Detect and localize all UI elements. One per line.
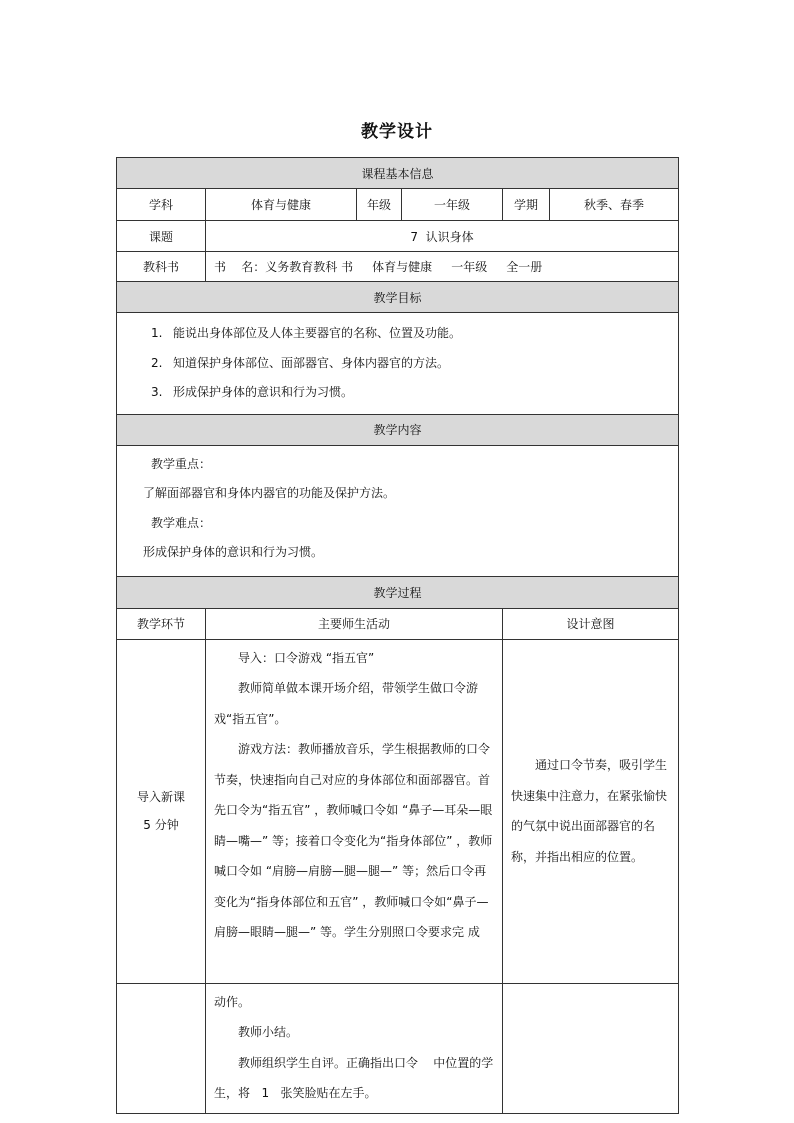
lesson-plan-table	[116, 157, 679, 1114]
topic-row	[117, 221, 679, 252]
stage-time: 5 分钟	[143, 818, 179, 832]
key-points-label: 教学重点：	[151, 456, 212, 471]
process-section-title: 教学过程	[117, 576, 679, 608]
objectives-list	[117, 313, 679, 415]
stage-cell	[117, 639, 206, 983]
textbook-row	[117, 252, 679, 282]
content-body	[117, 445, 679, 576]
subject-value: 体育与健康	[206, 189, 357, 221]
key-points-text: 了解面部器官和身体内器官的功能及保护方法。	[143, 486, 396, 500]
col-intent-header: 设计意图	[503, 608, 679, 639]
textbook-value: 书 名：义务教育教科 书 体育与健康 一年级 全一册	[206, 252, 679, 282]
stage-name: 导入新课	[136, 790, 185, 804]
process-row	[117, 983, 679, 1113]
content-section-title: 教学内容	[117, 414, 679, 445]
difficulty-label: 教学难点：	[151, 515, 212, 530]
activity-paragraph: 导入：口令游戏 “指五官”	[238, 650, 375, 665]
document-title: 教学设计	[361, 122, 433, 142]
activity-cell	[206, 639, 503, 983]
intent-cell	[503, 983, 679, 1113]
activity-paragraph: 游戏方法：教师播放音乐，学生根据教师的口令节奏，快速指向自己对应的身体部位和面部器官。首先口令为“指五官” ，教师喊口令如 “鼻子—耳朵—眼睛—嘴—” 等；接着口令变化为“指身体部位” ，教师喊口令如 “肩膀—肩膀—腿—腿—” 等；然后口令再变化为“指身体部位和五官” ，教师喊口令如“鼻子—肩膀—眼睛—腿—” 等。学生分别照口令要求完 成	[214, 742, 493, 939]
process-columns-row	[117, 608, 679, 639]
subject-row	[117, 189, 679, 221]
grade-label: 年级	[357, 189, 402, 221]
subject-label: 学科	[117, 189, 206, 221]
content-header-row	[117, 414, 679, 445]
term-value: 秋季、春季	[550, 189, 679, 221]
col-activity-header: 主要师生活动	[206, 608, 503, 639]
objectives-row	[117, 313, 679, 415]
topic-value: 7 认识身体	[206, 221, 679, 252]
activity-cell	[206, 983, 503, 1113]
stage-cell	[117, 983, 206, 1113]
objective-item: 1. 能说出身体部位及人体主要器官的名称、位置及功能。	[151, 326, 462, 340]
term-label: 学期	[503, 189, 550, 221]
activity-paragraph: 教师组织学生自评。正确指出口令 中位置的学生，将 1 张笑脸贴在左手。	[214, 1055, 494, 1100]
content-row	[117, 445, 679, 576]
activity-paragraph: 教师简单做本课开场介绍，带领学生做口令游戏“指五官”。	[214, 681, 479, 726]
intent-text: 通过口令节奏，吸引学生快速集中注意力，在紧张愉快的气氛中说出面部器官的名称，并指出相应的位置。	[511, 758, 668, 864]
activity-paragraph: 教师小结。	[238, 1025, 299, 1039]
col-stage-header: 教学环节	[117, 608, 206, 639]
difficulty-text: 形成保护身体的意识和行为习惯。	[143, 545, 324, 559]
objective-item: 2. 知道保护身体部位、面部器官、身体内器官的方法。	[151, 355, 450, 370]
objective-item: 3. 形成保护身体的意识和行为习惯。	[151, 385, 354, 399]
objectives-section-title: 教学目标	[117, 282, 679, 313]
process-row	[117, 639, 679, 983]
objectives-header-row	[117, 282, 679, 313]
basic-info-section-title: 课程基本信息	[117, 158, 679, 189]
activity-paragraph: 动作。	[214, 994, 251, 1009]
grade-value: 一年级	[402, 189, 503, 221]
process-header-row	[117, 576, 679, 608]
basic-info-header-row	[117, 158, 679, 189]
textbook-label: 教科书	[117, 252, 206, 282]
topic-label: 课题	[117, 221, 206, 252]
intent-cell	[503, 639, 679, 983]
